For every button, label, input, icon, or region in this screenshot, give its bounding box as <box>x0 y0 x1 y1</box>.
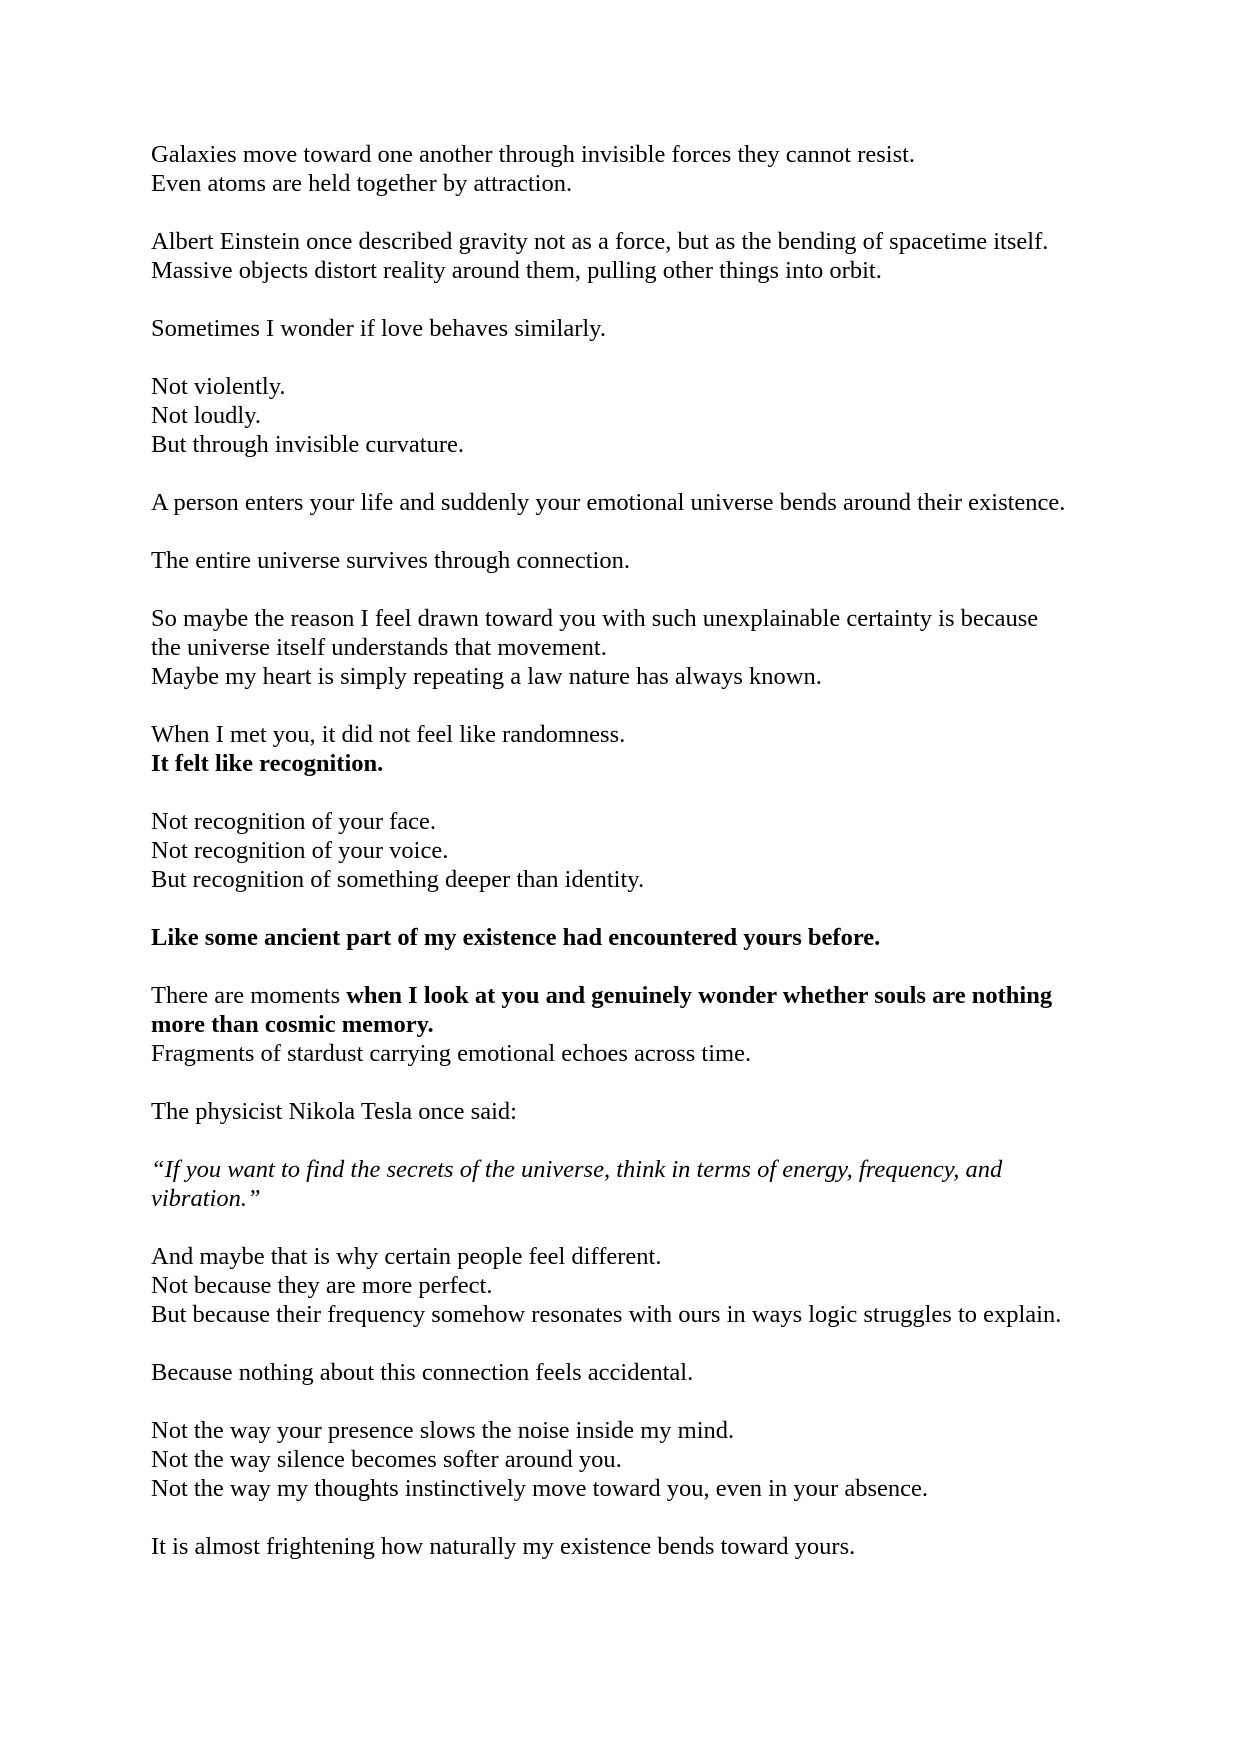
paragraph-connection <box>151 546 1111 575</box>
text-line: Not the way my thoughts instinctively move toward you, even in your absence. <box>151 1475 929 1502</box>
paragraph-drawn-toward <box>151 604 1111 691</box>
text-line: When I met you, it did not feel like randomness. <box>151 721 626 748</box>
text-line: Not the way silence becomes softer around you. <box>151 1446 622 1473</box>
text-line: Not because they are more perfect. <box>151 1272 493 1299</box>
text-line: And maybe that is why certain people feel different. <box>151 1243 662 1270</box>
paragraph-met-you <box>151 720 1111 778</box>
text-line: Not the way your presence slows the noise inside my mind. <box>151 1417 735 1444</box>
text-line: Because nothing about this connection feels accidental. <box>151 1359 694 1386</box>
paragraph-accidental <box>151 1358 1111 1387</box>
paragraph-curvature <box>151 372 1111 459</box>
text-line: Sometimes I wonder if love behaves similarly. <box>151 315 606 342</box>
text-line: But recognition of something deeper than identity. <box>151 866 645 893</box>
paragraph-not-the-way <box>151 1416 1111 1503</box>
text-run: There are moments <box>151 982 347 1009</box>
text-line: It is almost frightening how naturally my existence bends toward yours. <box>151 1533 856 1560</box>
text-line: Not loudly. <box>151 402 262 429</box>
text-line: So maybe the reason I feel drawn toward you with such unexplainable certainty is because <box>151 605 1039 632</box>
text-line: Not recognition of your voice. <box>151 837 449 864</box>
text-line: A person enters your life and suddenly your emotional universe bends around their existence. <box>151 489 1066 516</box>
bold-text-line: It felt like recognition. <box>151 750 384 777</box>
text-line: But through invisible curvature. <box>151 431 464 458</box>
text-line: Maybe my heart is simply repeating a law nature has always known. <box>151 663 822 690</box>
text-line: the universe itself understands that movement. <box>151 634 607 661</box>
tesla-quote <box>151 1155 1111 1213</box>
paragraph-love-similarly <box>151 314 1111 343</box>
paragraph-recognition <box>151 807 1111 894</box>
bold-text-line: more than cosmic memory. <box>151 1011 434 1038</box>
paragraph-galaxies <box>151 140 1111 198</box>
bold-text-line: Like some ancient part of my existence had encountered yours before. <box>151 924 881 951</box>
bold-text-run: when I look at you and genuinely wonder whether souls are nothing <box>346 982 1053 1009</box>
paragraph-cosmic-memory <box>151 981 1111 1068</box>
quote-line: vibration.” <box>151 1185 261 1212</box>
text-line: Not recognition of your face. <box>151 808 437 835</box>
text-line: Even atoms are held together by attraction. <box>151 170 573 197</box>
text-line: Galaxies move toward one another through invisible forces they cannot resist. <box>151 141 916 168</box>
text-line: But because their frequency somehow resonates with ours in ways logic struggles to explain. <box>151 1301 1062 1328</box>
quote-line: “If you want to find the secrets of the universe, think in terms of energy, frequency, and <box>151 1156 1003 1183</box>
text-line: Fragments of stardust carrying emotional echoes across time. <box>151 1040 752 1067</box>
paragraph-frequency <box>151 1242 1111 1329</box>
text-line <box>151 981 1111 1010</box>
text-line: The entire universe survives through connection. <box>151 547 630 574</box>
paragraph-tesla-intro <box>151 1097 1111 1126</box>
text-line: Albert Einstein once described gravity not as a force, but as the bending of spacetime itself. <box>151 228 1049 255</box>
text-line: Not violently. <box>151 373 286 400</box>
paragraph-einstein <box>151 227 1111 285</box>
paragraph-frightening <box>151 1532 1111 1561</box>
document-page <box>151 140 1111 1590</box>
paragraph-person-enters <box>151 488 1111 517</box>
paragraph-ancient-part <box>151 923 1111 952</box>
text-line: The physicist Nikola Tesla once said: <box>151 1098 517 1125</box>
text-line: Massive objects distort reality around them, pulling other things into orbit. <box>151 257 882 284</box>
